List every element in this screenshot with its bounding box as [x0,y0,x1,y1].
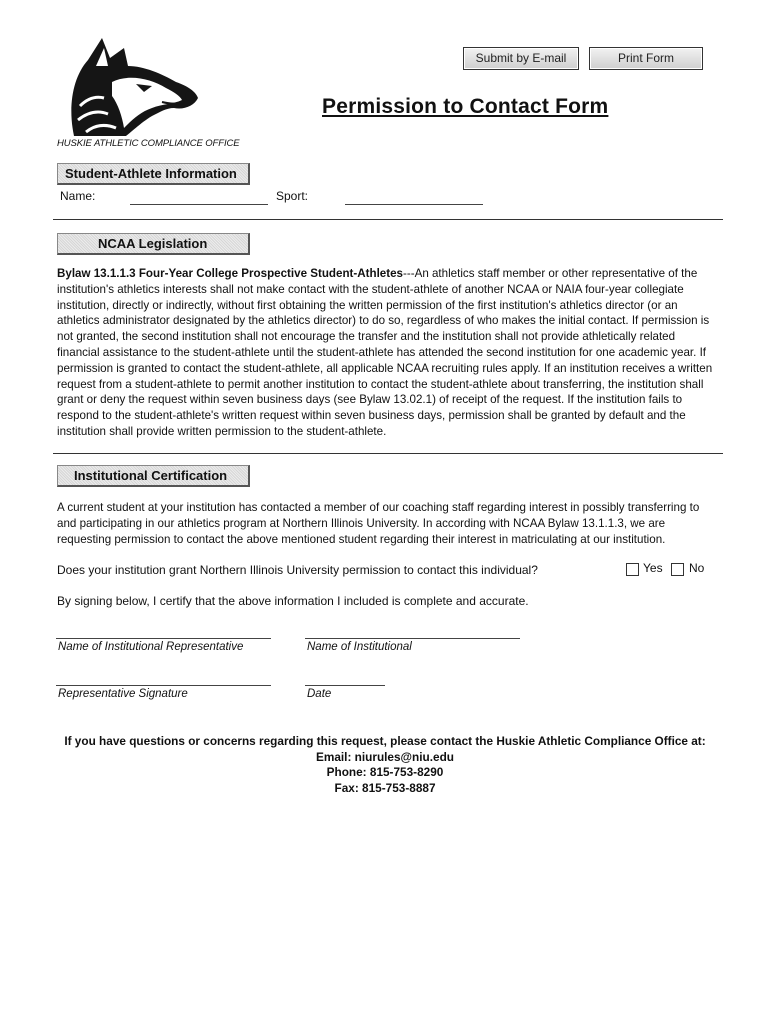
name-label: Name: [60,189,96,203]
rep-signature-field[interactable] [56,685,271,686]
office-name: HUSKIE ATHLETIC COMPLIANCE OFFICE [57,138,240,149]
bylaw-paragraph [57,266,717,440]
section-heading-label: Institutional Certification [74,468,228,483]
institution-name-caption: Name of Institutional [307,641,412,653]
date-field[interactable] [305,685,385,686]
contact-footer [0,734,770,796]
rep-name-field[interactable] [56,638,271,639]
rep-name-caption: Name of Institutional Representative [58,641,244,653]
certify-statement: By signing below, I certify that the above information I included is complete and accurate. [57,594,529,608]
date-caption: Date [307,688,332,700]
ncaa-legislation-heading [57,233,250,255]
sport-field[interactable] [345,204,483,205]
divider [53,219,723,220]
contact-intro: If you have questions or concerns regarding this request, please contact the Huskie Athletic Compliance Office at: [64,734,706,748]
name-field[interactable] [130,204,268,205]
submit-by-email-button[interactable]: Submit by E-mail [463,47,579,70]
yes-label: Yes [643,561,663,575]
divider [53,453,723,454]
institution-name-field[interactable] [305,638,520,639]
section-heading-label: NCAA Legislation [98,236,208,251]
bylaw-text: ---An athletics staff member or other representative of the institution's athletics interests shall not make contact with the student-athlete of another NCAA or NAIA four-year collegiate institution, directly or indirectly, without first obtaining the written permission of the first institution's athletics director (or an athletics administrator designated by the athletics director) to do so, regardless of who makes the initial contact. If permission is not granted, the second institution shall not encourage the transfer and the institution shall not provide athletically related financial assistance to the student-athlete until the student-athlete has attended the second institution for one academic year. If permission is granted to contact the student-athlete, all applicable NCAA recruiting rules apply. If an institution receives a written request from a student-athlete to permit another institution to contact the student-athlete about transferring, the institution shall grant or deny the request within seven business days (see Bylaw 13.02.1) of receipt of the request. If the institution fails to respond to the student-athlete's written request within seven business days, permission shall be granted by default and the institution shall provide written permission to the student-athlete. [57,267,713,438]
yes-checkbox[interactable] [626,563,639,576]
print-form-button[interactable]: Print Form [589,47,703,70]
contact-email: Email: niurules@niu.edu [315,749,454,764]
certification-intro: A current student at your institution has contacted a member of our coaching staff regarding interest in possibly transferring to and participating in our athletics program at Northern Illinois University. In according with NCAA Bylaw 13.1.1.3, we are requesting permission to contact the above mentioned student regarding their interest in matriculating at our institution. [57,501,700,546]
student-athlete-info-heading [57,163,250,185]
contact-phone: Phone: 815-753-8290 [326,765,444,779]
institutional-certification-heading [57,465,250,487]
permission-question: Does your institution grant Northern Illinois University permission to contact this individual? [57,563,538,577]
no-checkbox[interactable] [671,563,684,576]
sport-label: Sport: [276,189,309,203]
husky-logo [66,36,200,138]
section-heading-label: Student-Athlete Information [65,166,237,181]
bylaw-title: Bylaw 13.1.1.3 Four-Year College Prospective Student-Athletes [57,267,403,280]
no-label: No [689,561,705,575]
rep-signature-caption: Representative Signature [58,688,188,700]
contact-fax: Fax: 815-753-8887 [334,780,436,795]
page-title: Permission to Contact Form [322,95,609,118]
